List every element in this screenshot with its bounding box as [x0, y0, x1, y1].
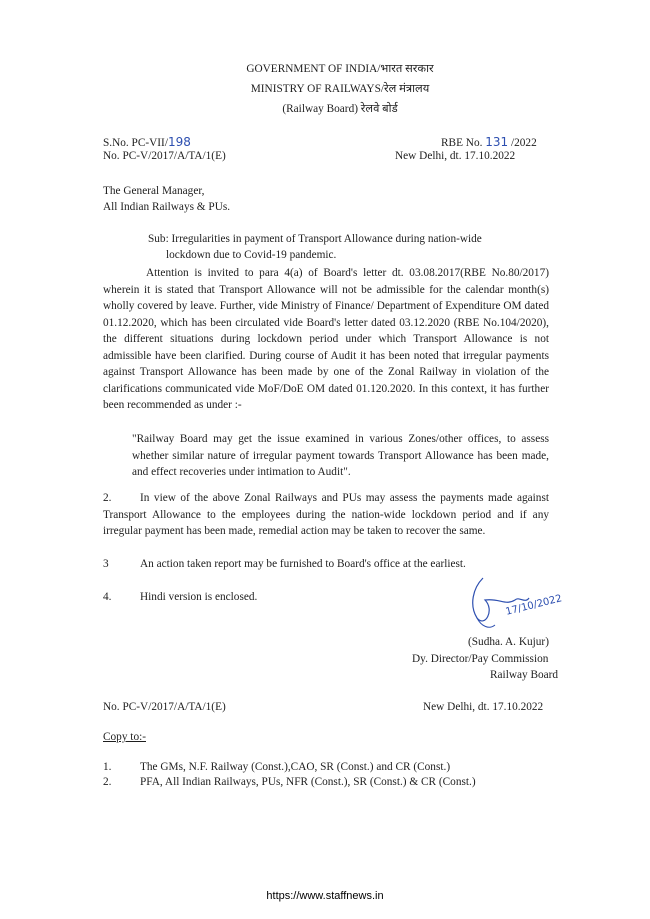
subject-line1: Sub: Irregularities in payment of Transport Allowance during nation-wide [148, 233, 482, 245]
issue-date: New Delhi, dt. 17.10.2022 [395, 150, 516, 162]
signatory-designation: Dy. Director/Pay Commission [412, 653, 549, 665]
paragraph-2-number: 2. [103, 492, 112, 504]
addressee-line2: All Indian Railways & PUs. [103, 201, 231, 213]
signatory-name: (Sudha. A. Kujur) [468, 636, 549, 648]
paragraph-3-number: 3 [103, 558, 109, 570]
header-government: GOVERNMENT OF INDIA/भारत सरकार [246, 63, 434, 75]
signature-date: 17/10/2022 [504, 593, 564, 618]
copy-item-1: The GMs, N.F. Railway (Const.),CAO, SR (Const.) and CR (Const.) [140, 761, 451, 773]
header-ministry: MINISTRY OF RAILWAYS/रेल मंत्रालय [250, 83, 430, 95]
paragraph-3: An action taken report may be furnished to Board's office at the earliest. [140, 558, 466, 570]
file-number: No. PC-V/2017/A/TA/1(E) [103, 150, 226, 162]
copy-file-number: No. PC-V/2017/A/TA/1(E) [103, 701, 226, 713]
source-url[interactable]: https://www.staffnews.in [266, 890, 384, 902]
paragraph-4: Hindi version is enclosed. [140, 591, 258, 603]
copy-date: New Delhi, dt. 17.10.2022 [423, 701, 544, 713]
copy-item-1-number: 1. [103, 761, 112, 773]
rbe-prefix: RBE No. [441, 137, 483, 149]
rbe-handwritten: 131 [485, 135, 509, 149]
serial-handwritten: 198 [167, 135, 191, 149]
paragraph-2-text: In view of the above Zonal Railways and PUs may assess the payments made against Transport Allowance to the employees during the nation-wide lockdown period and if any irregular payment has been made, remedial action may be taken to recover the same. [103, 492, 549, 537]
copy-to-label: Copy to:- [103, 731, 146, 743]
rbe-suffix: /2022 [511, 137, 537, 149]
header-board: (Railway Board) रेलवे बोर्ड [282, 103, 398, 115]
rbe-number [441, 135, 537, 149]
signatory-office: Railway Board [490, 669, 559, 681]
copy-item-2-number: 2. [103, 776, 112, 788]
subject-line2: lockdown due to Covid-19 pandemic. [166, 249, 337, 261]
paragraph-4-number: 4. [103, 591, 112, 603]
serial-prefix: S.No. PC-VII/ [103, 137, 168, 149]
copy-item-2: PFA, All Indian Railways, PUs, NFR (Const.), SR (Const.) & CR (Const.) [140, 776, 476, 788]
quoted-recommendation: "Railway Board may get the issue examined in various Zones/other offices, to assess whether similar nature of irregular payment towards Transport Allowance has been made, and effect recoveries under intimation to Audit". [132, 433, 549, 478]
addressee-line1: The General Manager, [103, 185, 205, 197]
serial-number [103, 135, 191, 149]
paragraph-2 [103, 490, 549, 540]
paragraph-1: Attention is invited to para 4(a) of Board's letter dt. 03.08.2017(RBE No.80/2017) wherein it is stated that Transport Allowance will not be admissible for the calendar month(s) wholly covered by leave. Further, vide Ministry of Finance/ Department of Expenditure OM dated 01.12.2020, which has been circulated vide Board's letter dated 03.12.2020 (RBE No.104/2020), the different situations during lockdown period under which Transport Allowance is not admissible have been clarified. During course of Audit it has been noted that irregular payments against Transport Allowance has been made by one of the Zonal Railway in violation of the clarifications communicated vide MoF/DoE OM dated 01.120.2020. In this context, it has further been recommended as under :- [103, 267, 549, 411]
